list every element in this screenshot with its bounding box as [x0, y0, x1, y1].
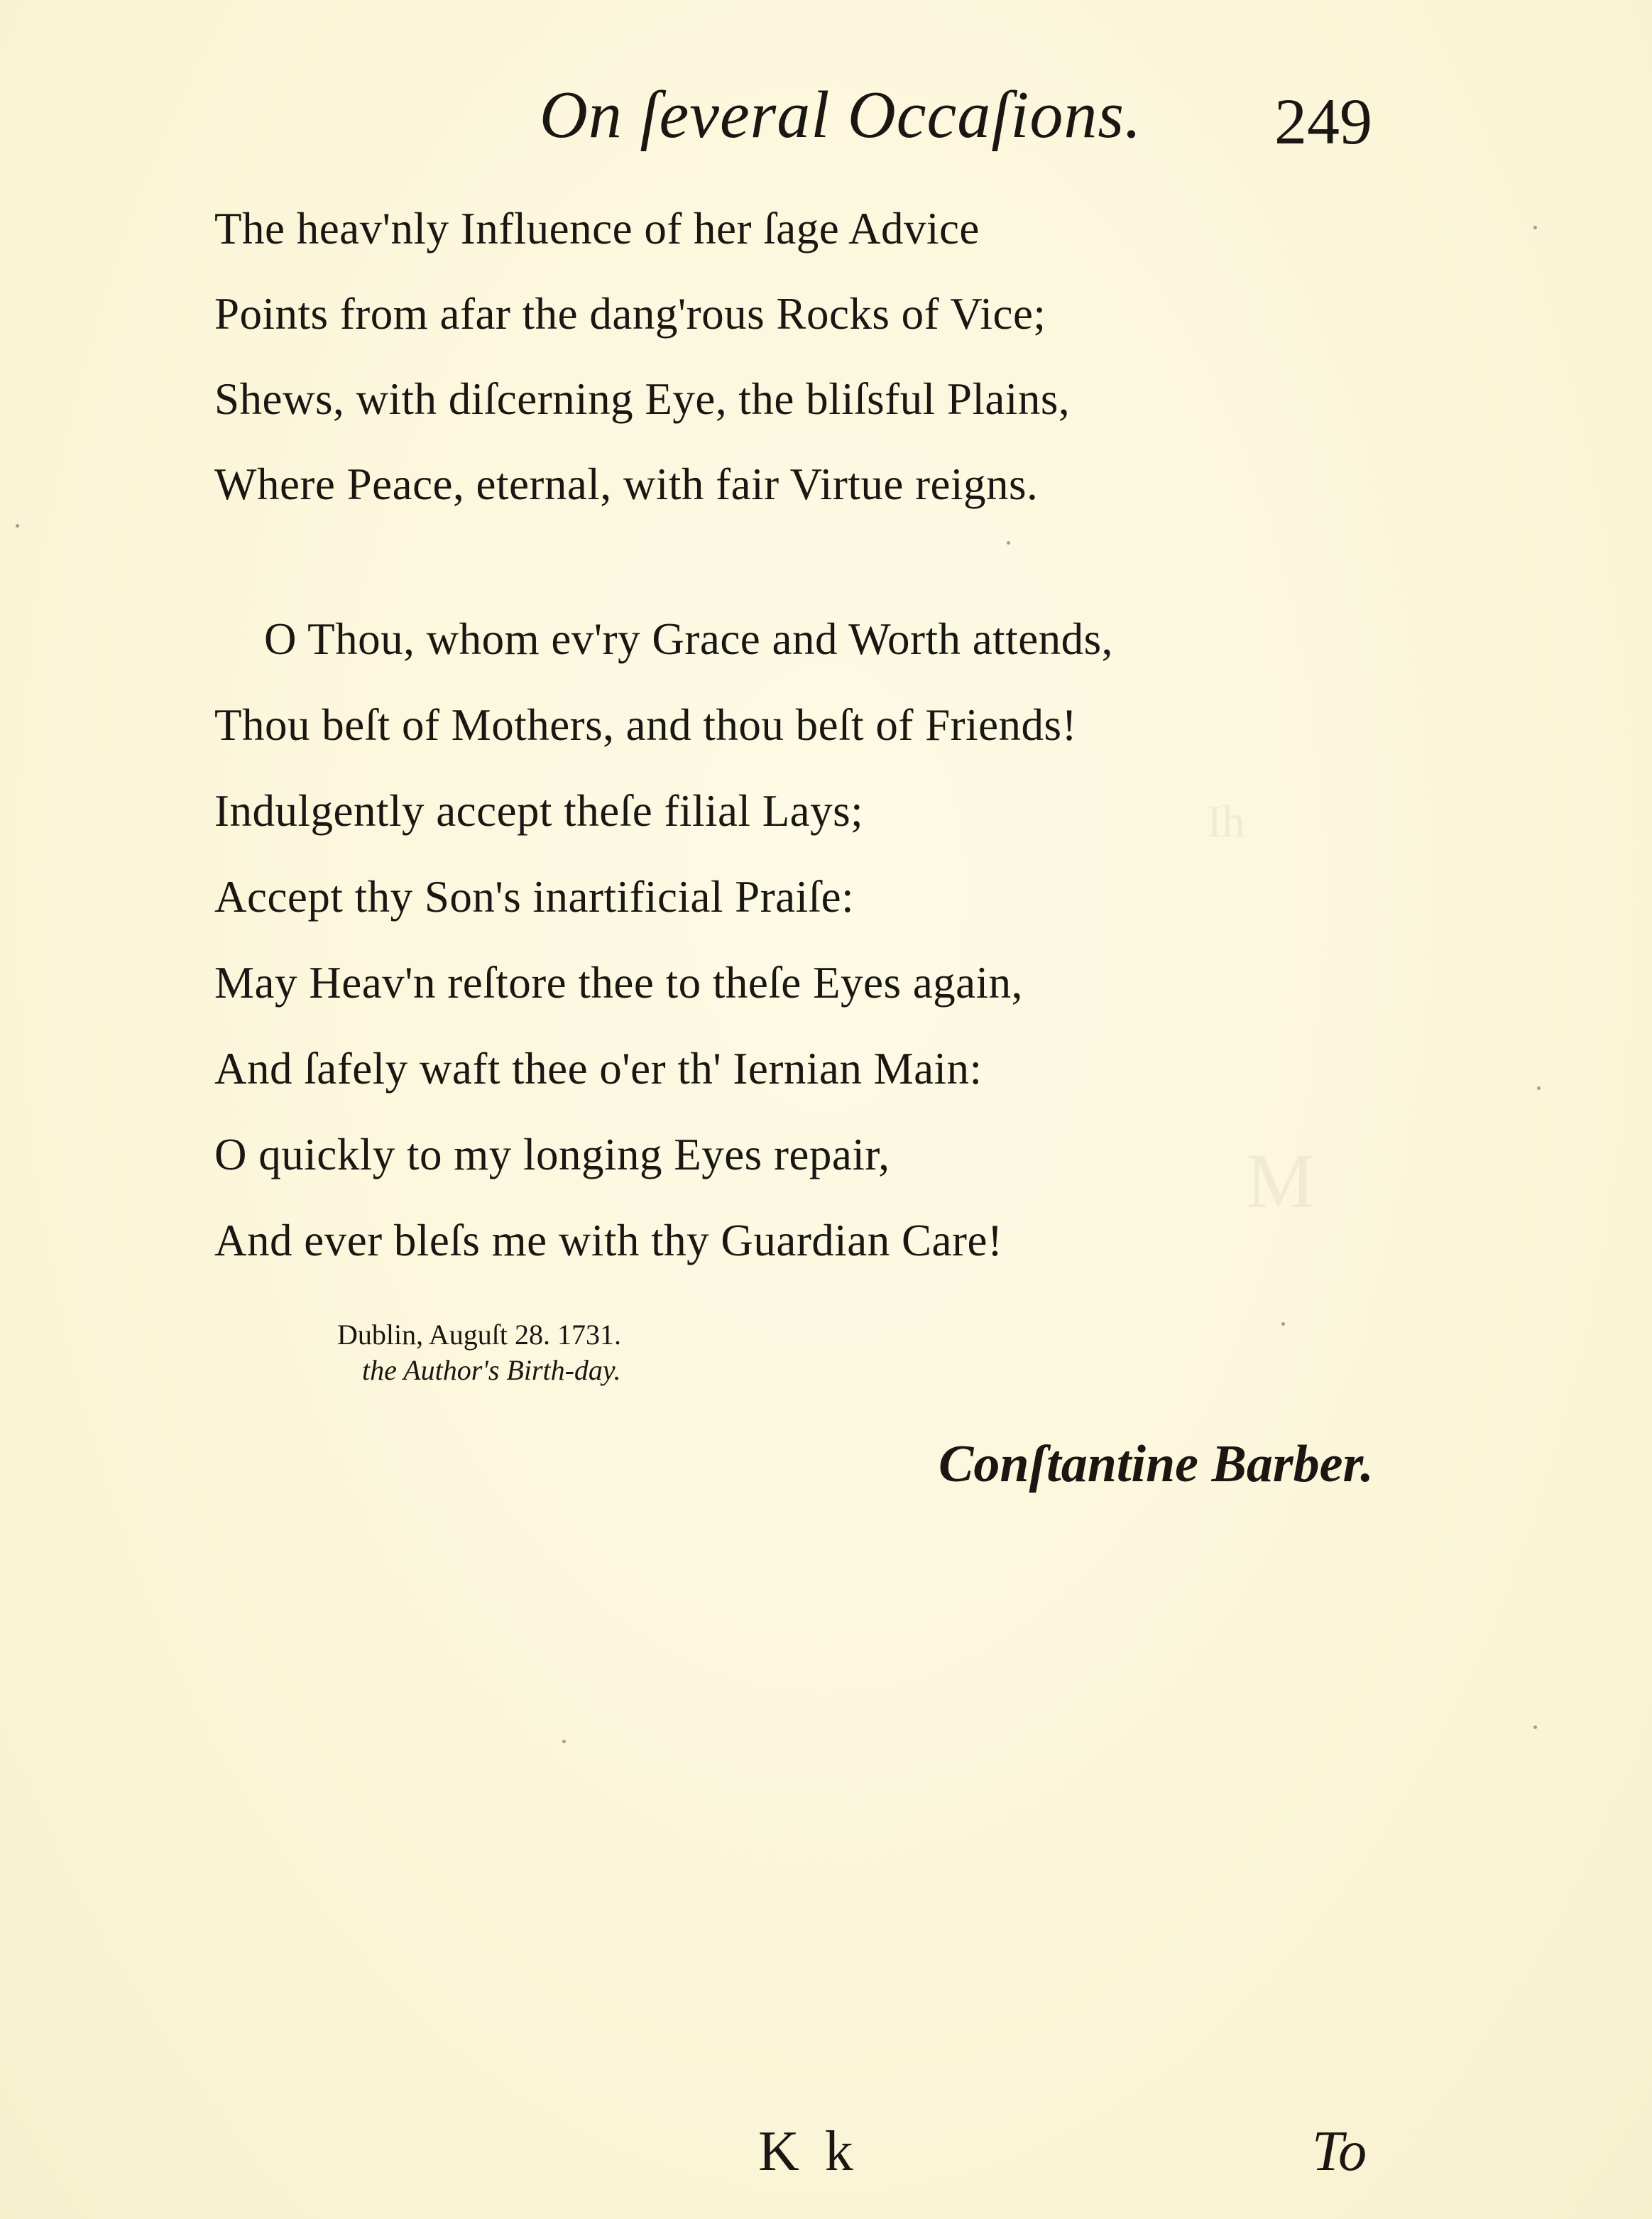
verse-line: Accept thy Son's inartificial Praiſe: [214, 872, 855, 922]
verse-line: The heav'nly Influence of her ſage Advice [214, 204, 980, 253]
verse-line: May Heav'n reſtore thee to theſe Eyes again, [214, 958, 1023, 1008]
dateline-occasion: the Author's Birth-day. [362, 1354, 621, 1386]
verse-line: And ever bleſs me with thy Guardian Care! [214, 1216, 1003, 1265]
verse-line: Indulgently accept theſe filial Lays; [214, 786, 864, 836]
verse-line: Where Peace, eternal, with fair Virtue reigns. [214, 459, 1039, 509]
signature-mark: K k [758, 2120, 859, 2183]
verse-line: O Thou, whom ev'ry Grace and Worth attends, [264, 614, 1113, 664]
paper-speck [1007, 541, 1010, 545]
page-number: 249 [1274, 85, 1372, 158]
paper-speck [1537, 1086, 1541, 1090]
verse-line: And ſafely waft thee o'er th' Iernian Main: [214, 1044, 983, 1094]
stanza-1 [214, 186, 1070, 527]
paper-speck [1281, 1322, 1285, 1326]
paper-speck [1533, 226, 1537, 229]
stanza-2 [214, 596, 1113, 1284]
paper-speck [1533, 1725, 1537, 1729]
paper-speck [562, 1740, 566, 1743]
dateline-place-date: Dublin, Auguſt 28. 1731. [337, 1319, 622, 1351]
verse-line: O quickly to my longing Eyes repair, [214, 1130, 890, 1179]
dateline [337, 1317, 621, 1388]
show-through: Ih [1207, 796, 1245, 846]
show-through: M [1246, 1138, 1315, 1224]
running-head: On ſeveral Occaſions. [540, 78, 1142, 152]
catchword: To [1312, 2120, 1367, 2183]
author-signature: Conſtantine Barber. [939, 1435, 1374, 1493]
paper-speck [16, 524, 19, 528]
verse-line: Points from afar the dang'rous Rocks of Vice; [214, 289, 1046, 339]
verse-line: Thou beſt of Mothers, and thou beſt of Friends! [214, 700, 1078, 750]
verse-line: Shews, with diſcerning Eye, the bliſsful Plains, [214, 374, 1071, 424]
